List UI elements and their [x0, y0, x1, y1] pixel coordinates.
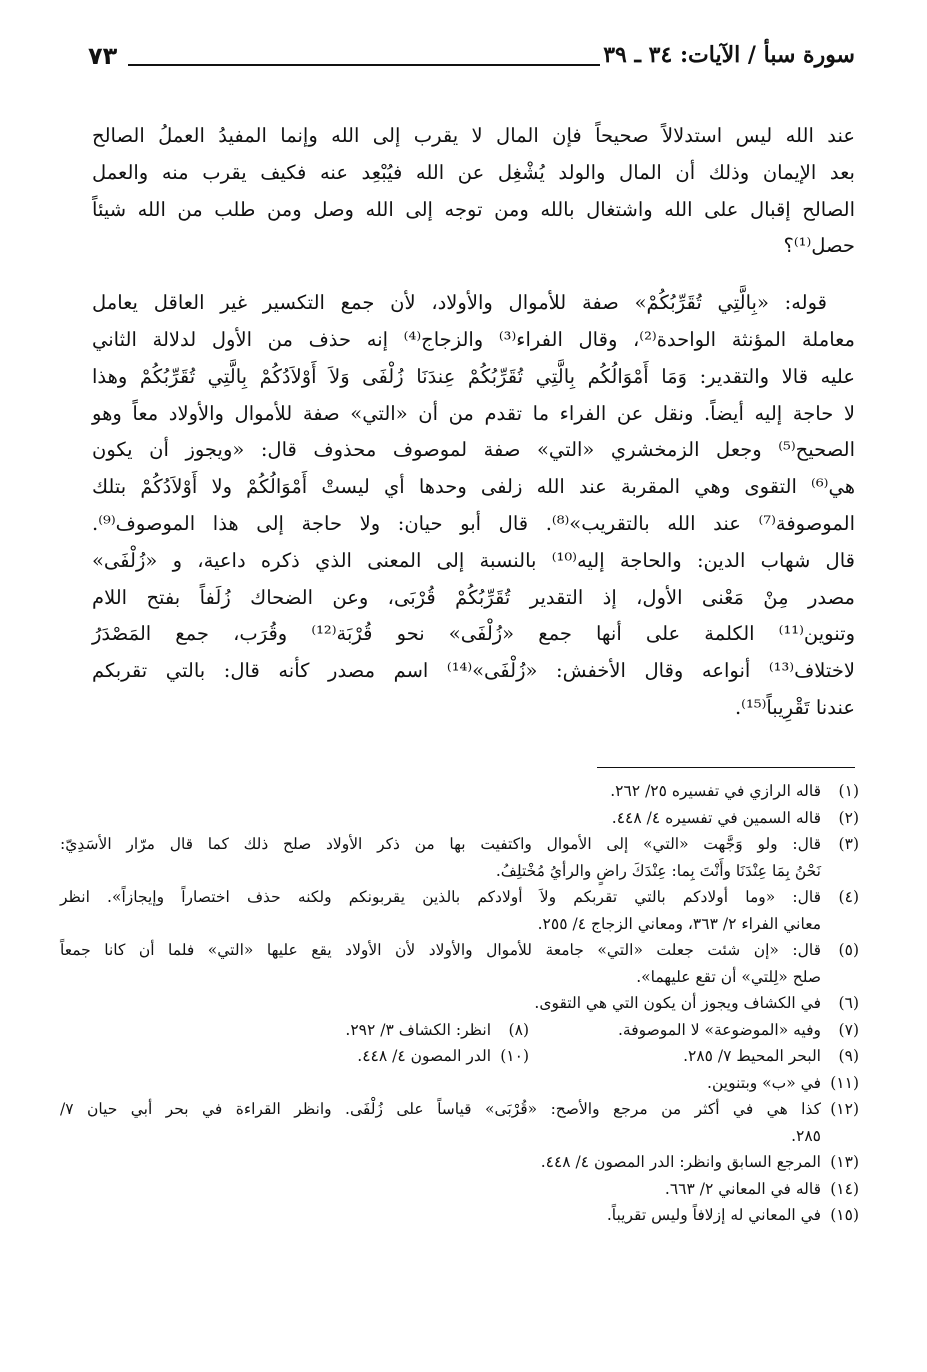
- text-line: عندنا تَقْرِيباً⁽¹⁵⁾.: [734, 695, 855, 719]
- text-line: بعد الإيمان وذلك أن المال والولد يُشْغِل عن الله فيُبْعِد عنه فكيف يقرب منه والعمل: [92, 160, 855, 184]
- footnote-pair: [60, 1017, 859, 1044]
- paragraph-gap: [92, 265, 855, 285]
- footnote-number: (١١): [830, 1073, 859, 1092]
- footnote: [60, 778, 859, 805]
- footnote: [60, 1096, 859, 1149]
- footnotes: [60, 778, 859, 1229]
- text-line: الموصوفة⁽⁷⁾ عند الله بالتقريب»⁽⁸⁾. قال أبو حيان: ولا حاجة إلى هذا الموصوف⁽⁹⁾.: [92, 511, 855, 535]
- text-line: لا حاجة إليه أيضاً. ونقل عن الفراء ما تقدم من أن «التي» صفة للأموال والأولاد معاً وهو: [92, 401, 855, 425]
- footnote-number: (٦): [838, 994, 859, 1012]
- footnote-text: قاله في المعاني ٢/ ٦٦٣.: [664, 1179, 821, 1198]
- footnote: [60, 1070, 859, 1097]
- footnote: [60, 1176, 859, 1203]
- footnote-separator: [597, 767, 855, 768]
- footnote-text: كذا هي في أكثر من مرجع والأصح: «قُرْبَى» قياساً على زُلْفَى. وانظر القراءة في بحر أبي حيان ٧/: [60, 1100, 821, 1118]
- footnote: [60, 884, 859, 937]
- footnote-text: قاله السمين في تفسيره ٤/ ٤٤٨.: [611, 808, 821, 827]
- footnote: [60, 990, 859, 1017]
- footnote-text: في «ب» وبتنوين.: [707, 1073, 821, 1092]
- text-line: مصدر مِنْ مَعْنى الأول، إذ التقدير تُقَرِّبُكُمْ قُرْبَى، وعن الضحاك زُلَفاً بفتح اللام: [92, 585, 855, 609]
- footnote: [60, 937, 859, 990]
- footnote-number: (٩): [838, 1047, 859, 1065]
- footnote-number: (٣): [838, 835, 859, 853]
- footnote-text: ٢٨٥.: [791, 1126, 821, 1145]
- footnote: [60, 831, 859, 884]
- footnote-text: صلح «لِلتي» أن تقع عليهما».: [636, 967, 821, 986]
- footnote-text: المرجع السابق وانظر: الدر المصون ٤/ ٤٤٨.: [540, 1153, 821, 1171]
- footnote-number: (٤): [838, 888, 859, 906]
- footnote-number: (٨): [508, 1020, 529, 1039]
- footnote-number: (١٢): [830, 1100, 859, 1118]
- header-rule: [128, 64, 600, 66]
- text-line: وتنوين⁽¹¹⁾ الكلمة على أنها جمع «زُلْفَى» نحو قُرْبَة⁽¹²⁾ وقُرَب، جمع المَصْدَرُ: [92, 622, 855, 646]
- footnote: [60, 1202, 859, 1229]
- text-line: الصحيح⁽⁵⁾ وجعل الزمخشري «التي» صفة لموصوف محذوف قال: «ويجوز أن يكون: [92, 438, 855, 462]
- footnote-number: (٥): [838, 941, 859, 959]
- footnote-text: الدر المصون ٤/ ٤٤٨.: [357, 1047, 491, 1065]
- footnote-text: نَحْنُ بِمَا عِنْدَنَا وأَنْتَ بِما: عِنْدَكَ راضٍ والرأيُ مُخْتلِفُ.: [495, 861, 821, 880]
- footnote-text: قال: «إن شئت جعلت «التي» جامعة للأموال والأولاد لأن الأولاد يقع عليها «التي» فلما أن كانا جمعاً: [60, 941, 821, 959]
- text-line: حصل⁽¹⁾؟: [783, 234, 855, 258]
- footnote-text: قاله الرازي في تفسيره ٢٥/ ٢٦٢.: [610, 782, 821, 800]
- footnote-number: (٢): [838, 808, 859, 827]
- text-line: الصالح إقبال على الله واشتغال بالله ومن توجه إلى الله وصل ومن طلب من الله شيئاً: [92, 197, 855, 221]
- main-text: [92, 118, 855, 727]
- footnote-number: (١٣): [830, 1153, 859, 1171]
- footnote: [199, 1017, 529, 1044]
- text-line: هي⁽⁶⁾ التقوى وهي المقربة عند الله زلفى وحدها أي ليستْ أَمْوَالُكُمْ ولا أَوْلاَدُكُمْ بتلك: [92, 475, 855, 499]
- footnote: [199, 1043, 529, 1070]
- footnote-number: (١٥): [830, 1206, 859, 1224]
- text-line: قوله: «بِالَّتِي تُقَرِّبُكُمْ» صفة للأموال والأولاد، لأن جمع التكسير غير العاقل يعامل: [92, 291, 827, 315]
- footnote-text: في الكشاف ويجوز أن يكون التي هي التقوى.: [534, 994, 821, 1012]
- text-line: عليه قالا والتقدير: وَمَا أَمْوَالُكُم بِالَّتِي تُقَرِّبُكُمْ عِندَنَا زُلْفَى وَلاَ أَوْلاَدُكُمْ بِالَّتِي تُقَرِّبُكُمْ وهذا: [92, 364, 855, 388]
- text-line: عند الله ليس استدلالاً صحيحاً فإن المال لا يقرب إلى الله وإنما المفيدُ العملُ الصالح: [92, 124, 855, 147]
- footnote-text: في المعاني له إزلافاً وليس تقريباً.: [606, 1206, 821, 1224]
- footnote: [529, 1017, 859, 1044]
- footnote-text: قال: ولو وَجَّهت «التي» إلى الأموال واكتفيت بها من ذكر الأولاد صلح ذلك كما قال مرّار الأسَدِيّ:: [60, 835, 821, 853]
- footnote-text: معاني الفراء ٢/ ٣٦٣، ومعاني الزجاج ٤/ ٢٥٥.: [537, 914, 821, 933]
- footnote: [60, 805, 859, 832]
- page-number: ٧٣: [88, 42, 118, 70]
- text-line: لاختلاف⁽¹³⁾ أنواعه وقال الأخفش: «زُلْفَى»⁽¹⁴⁾ اسم مصدر كأنه قال: بالتي تقربكم: [92, 659, 855, 683]
- footnote-number: (٧): [838, 1020, 859, 1039]
- running-title: سورة سبأ / الآيات: ٣٤ ـ ٣٩: [603, 42, 855, 68]
- footnote-text: قال: «وما أولادكم بالتي تقربكم ولاَ أولادكم بالذين يقربونكم ولكنه حذف اختصاراً وإيجازاً». انظر: [60, 888, 821, 906]
- footnote-text: وفيه «الموضوعة» لا الموصوفة.: [617, 1020, 821, 1039]
- footnote-pair: [60, 1043, 859, 1070]
- footnote: [529, 1043, 859, 1070]
- footnote-number: (١): [838, 782, 859, 800]
- footnote-text: البحر المحيط ٧/ ٢٨٥.: [683, 1047, 821, 1065]
- page-header: [88, 40, 855, 74]
- footnote-text: انظر: الكشاف ٣/ ٢٩٢.: [345, 1020, 491, 1039]
- footnote-number: (١٤): [830, 1179, 859, 1198]
- text-line: قال شهاب الدين: والحاجة إليه⁽¹⁰⁾ بالنسبة إلى المعنى الذي ذكره داعية، و «زُلْفَى»: [92, 548, 855, 572]
- footnote: [60, 1149, 859, 1176]
- footnote-number: (١٠): [500, 1047, 529, 1065]
- text-line: معاملة المؤنثة الواحدة⁽²⁾، وقال الفراء⁽³⁾ والزجاج⁽⁴⁾ إنه حذف من الأول لدلالة الثاني: [92, 327, 855, 351]
